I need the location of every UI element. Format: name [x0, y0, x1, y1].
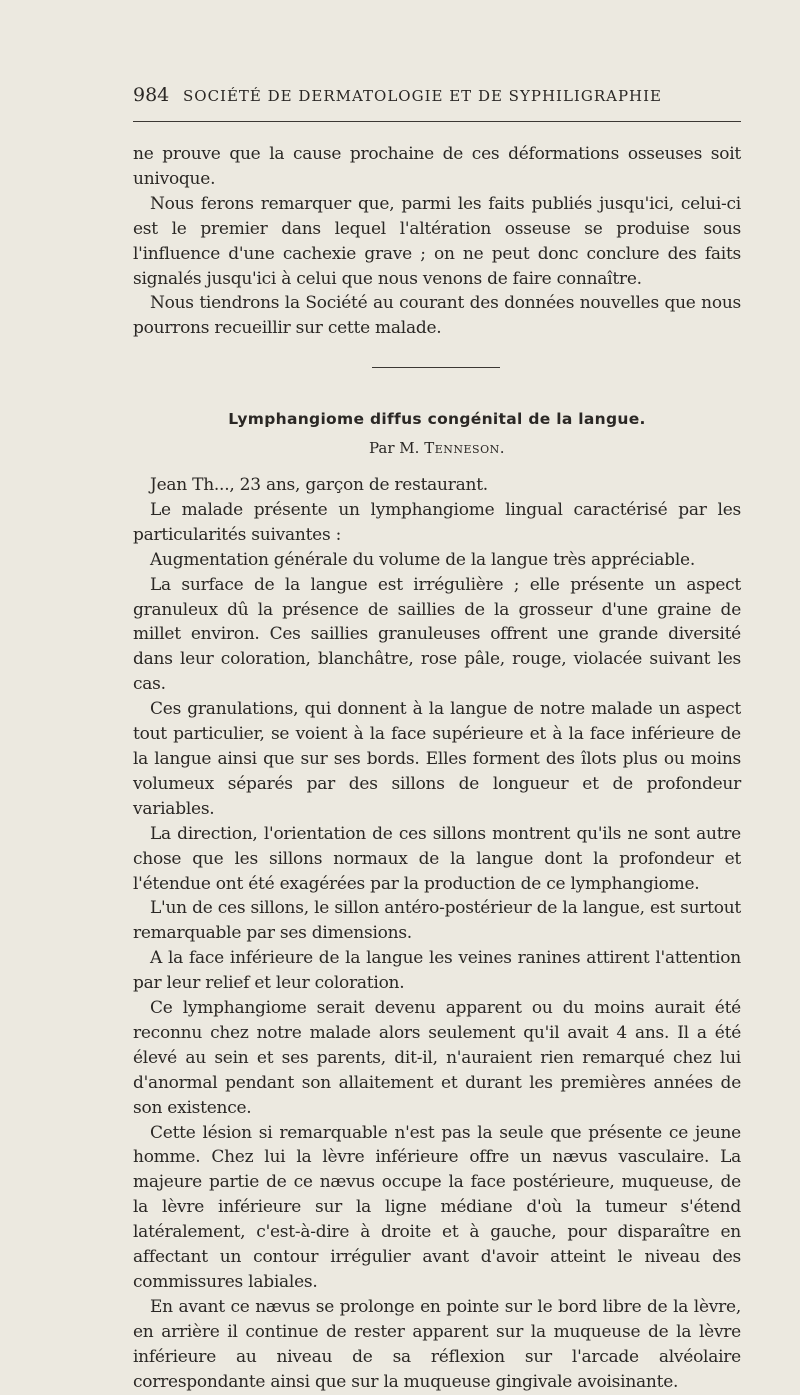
paragraph: Le malade présente un lymphangiome lingual caractérisé par les particularités suivantes :: [133, 499, 741, 545]
paragraph: Nous tiendrons la Société au courant des données nouvelles que nous pourrons recueillir sur cette malade.: [133, 293, 741, 339]
section-separator: [372, 367, 500, 368]
paragraph: Jean Th..., 23 ans, garçon de restaurant.: [150, 475, 488, 495]
paragraph: Nous ferons remarquer que, parmi les faits publiés jusqu'ici, celui-ci est le premier dans lequel l'altération osseuse se produise sous l'influence d'une cachexie grave ; on ne peut donc conclure des faits signalés jusqu'ici à celui que nous venons de faire connaître.: [133, 193, 741, 289]
page-number: 984: [133, 84, 170, 106]
paragraph: L'un de ces sillons, le sillon antéro-postérieur de la langue, est surtout remarquable par ses dimensions.: [133, 898, 741, 944]
paragraph: En avant ce nævus se prolonge en pointe sur le bord libre de la lèvre, en arrière il continue de rester apparent sur la muqueuse de la lèvre inférieure au niveau de sa réflexion sur l'arcade alvéolaire correspondante ainsi que sur la muqueuse gingivale avoisinante.: [133, 1296, 741, 1392]
paragraph: La direction, l'orientation de ces sillons montrent qu'ils ne sont autre chose que les sillons normaux de la langue dont la profondeur et l'étendue ont été exagérées par la production de ce lymphangiome.: [133, 823, 741, 894]
author-name: Tenneson.: [424, 439, 505, 457]
paragraph: A la face inférieure de la langue les veines ranines attirent l'attention par leur relief et leur coloration.: [133, 948, 741, 994]
page-header: [133, 84, 743, 110]
running-head: SOCIÉTÉ DE DERMATOLOGIE ET DE SYPHILIGRAPHIE: [183, 87, 663, 105]
paragraph: ne prouve que la cause prochaine de ces déformations osseuses soit univoque.: [133, 144, 741, 189]
intro-text: [133, 142, 741, 341]
author-prefix: Par M.: [369, 439, 420, 457]
article-body: [133, 473, 741, 1395]
paragraph: Cette lésion si remarquable n'est pas la seule que présente ce jeune homme. Chez lui la lèvre inférieure offre un nævus vasculaire. La majeure partie de ce nævus occupe la face postérieure, muqueuse, de la lèvre inférieure sur la ligne médiane d'où la tumeur s'étend latéralement, c'est-à-dire à droite et à gauche, pour disparaître en affectant un contour irrégulier avant d'avoir atteint le niveau des commissures labiales.: [133, 1122, 741, 1292]
paragraph: La surface de la langue est irrégulière ; elle présente un aspect granuleux dû la présence de saillies de la grosseur d'une graine de millet environ. Ces saillies granuleuses offrent une grande diversité dans leur coloration, blanchâtre, rose pâle, rouge, violacée suivant les cas.: [133, 574, 741, 695]
paragraph: Augmentation générale du volume de la langue très appréciable.: [150, 549, 695, 570]
article-author: [133, 439, 741, 457]
paragraph: Ces granulations, qui donnent à la langue de notre malade un aspect tout particulier, se voient à la face supérieure et à la face inférieure de la langue ainsi que sur ses bords. Elles forment des îlots plus ou moins volumeux séparés par des sillons de longueur et de profondeur variables.: [133, 699, 741, 819]
header-rule: [133, 121, 741, 122]
article-title: Lymphangiome diffus congénital de la langue.: [228, 410, 646, 428]
paragraph: Ce lymphangiome serait devenu apparent ou du moins aurait été reconnu chez notre malade alors seulement qu'il avait 4 ans. Il a été élevé au sein et ses parents, dit-il, n'auraient rien remarqué chez lui d'anormal pendant son allaitement et durant les premières années de son existence.: [133, 998, 741, 1118]
